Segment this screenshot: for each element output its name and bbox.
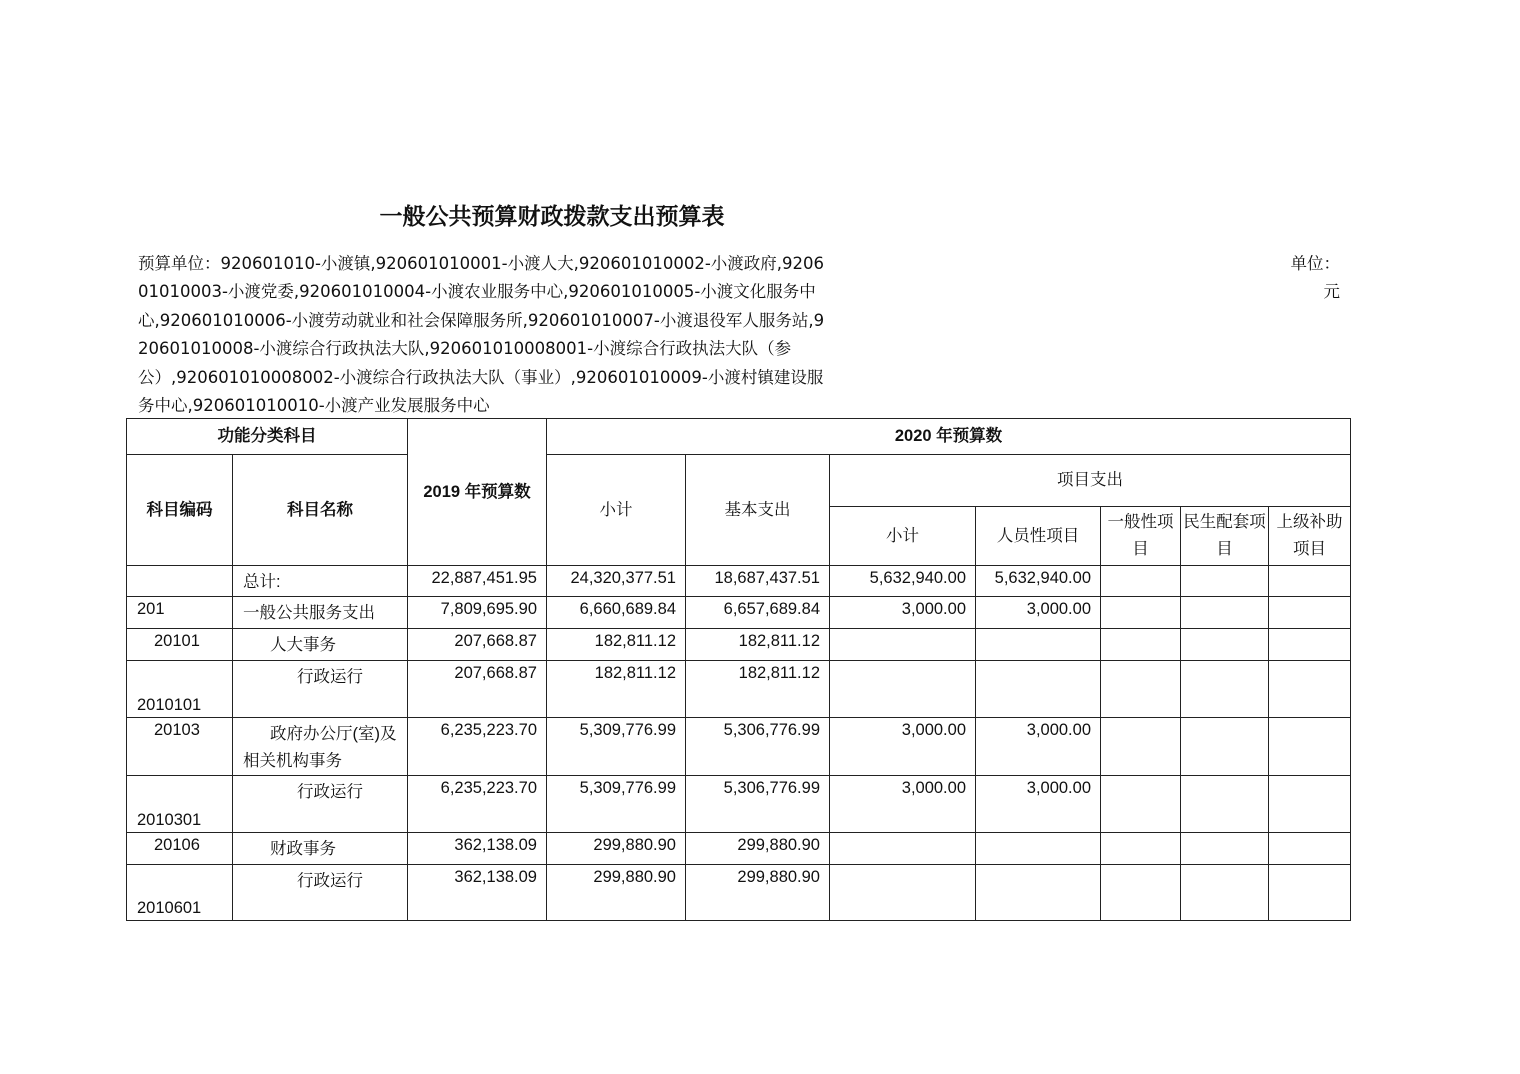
header-subtotal: 小计	[547, 455, 686, 566]
row-basic: 5,306,776.99	[686, 718, 830, 776]
header-livelihood: 民生配套项目	[1181, 507, 1269, 566]
row-general	[1101, 833, 1181, 865]
page-title: 一般公共预算财政拨款支出预算表	[379, 203, 725, 230]
row-general	[1101, 597, 1181, 629]
budget-unit-description: 预算单位：920601010-小渡镇,920601010001-小渡人大,920601010002-小渡政府,920601010003-小渡党委,920601010004-小渡农业服务中心,920601010005-小渡文化服务中心,920601010006-小渡劳动就业和社会保障服务所,920601010007-小渡退役军人服务站,920601010008-小渡综合行政执法大队,920601010008001-小渡综合行政执法大队（参公）,920601010008002-小渡综合行政执法大队（事业）,920601010009-小渡村镇建设服务中心,920601010010-小渡产业发展服务中心	[138, 254, 825, 416]
row-budget-2019: 6,235,223.70	[408, 718, 547, 776]
row-project-subtotal	[830, 833, 976, 865]
row-project-subtotal	[830, 865, 976, 921]
row-personnel	[976, 661, 1101, 718]
row-personnel	[976, 833, 1101, 865]
row-subtotal: 182,811.12	[547, 661, 686, 718]
row-livelihood	[1181, 718, 1269, 776]
row-name: 财政事务	[233, 833, 408, 865]
table-row	[127, 566, 1351, 597]
row-personnel: 3,000.00	[976, 718, 1101, 776]
row-basic: 18,687,437.51	[686, 566, 830, 597]
row-budget-2019: 6,235,223.70	[408, 776, 547, 833]
row-project-subtotal: 3,000.00	[830, 597, 976, 629]
row-budget-2019: 362,138.09	[408, 865, 547, 921]
budget-table	[126, 418, 1351, 921]
row-project-subtotal: 3,000.00	[830, 718, 976, 776]
row-subtotal: 299,880.90	[547, 833, 686, 865]
header-code: 科目编码	[127, 455, 233, 566]
row-general	[1101, 718, 1181, 776]
row-budget-2019: 22,887,451.95	[408, 566, 547, 597]
row-basic: 299,880.90	[686, 833, 830, 865]
row-name: 人大事务	[233, 629, 408, 661]
row-name	[233, 718, 408, 776]
row-personnel	[976, 629, 1101, 661]
header-budget-2019: 2019 年预算数	[408, 419, 547, 566]
row-basic: 6,657,689.84	[686, 597, 830, 629]
row-project-subtotal	[830, 661, 976, 718]
row-livelihood	[1181, 865, 1269, 921]
row-subtotal: 299,880.90	[547, 865, 686, 921]
row-code: 20103	[127, 718, 233, 776]
row-code: 2010601	[127, 865, 233, 921]
row-project-subtotal	[830, 629, 976, 661]
row-code: 20106	[127, 833, 233, 865]
row-livelihood	[1181, 776, 1269, 833]
row-budget-2019: 207,668.87	[408, 629, 547, 661]
table-row	[127, 833, 1351, 865]
row-livelihood	[1181, 566, 1269, 597]
table-row	[127, 661, 1351, 718]
row-code: 20101	[127, 629, 233, 661]
row-name-text: 政府办公厅(室)及相关机构事务	[243, 725, 397, 770]
table-row	[127, 718, 1351, 776]
row-subtotal: 24,320,377.51	[547, 566, 686, 597]
row-superior	[1269, 629, 1351, 661]
row-general	[1101, 661, 1181, 718]
row-subtotal: 6,660,689.84	[547, 597, 686, 629]
row-superior	[1269, 833, 1351, 865]
table-row	[127, 776, 1351, 833]
row-livelihood	[1181, 833, 1269, 865]
row-code: 201	[127, 597, 233, 629]
row-name: 总计:	[233, 566, 408, 597]
row-name: 行政运行	[233, 776, 408, 833]
header-basic: 基本支出	[686, 455, 830, 566]
row-project-subtotal: 3,000.00	[830, 776, 976, 833]
row-subtotal: 182,811.12	[547, 629, 686, 661]
row-budget-2019: 207,668.87	[408, 661, 547, 718]
row-subtotal: 5,309,776.99	[547, 718, 686, 776]
row-livelihood	[1181, 629, 1269, 661]
row-general	[1101, 865, 1181, 921]
header-func-class: 功能分类科目	[127, 419, 408, 455]
row-superior	[1269, 865, 1351, 921]
row-project-subtotal: 5,632,940.00	[830, 566, 976, 597]
row-personnel	[976, 865, 1101, 921]
row-personnel: 5,632,940.00	[976, 566, 1101, 597]
row-general	[1101, 566, 1181, 597]
table-row	[127, 629, 1351, 661]
row-budget-2019: 362,138.09	[408, 833, 547, 865]
row-basic: 5,306,776.99	[686, 776, 830, 833]
header-project: 项目支出	[830, 455, 1351, 507]
row-general	[1101, 776, 1181, 833]
row-basic: 182,811.12	[686, 629, 830, 661]
header-project-subtotal: 小计	[830, 507, 976, 566]
row-name: 一般公共服务支出	[233, 597, 408, 629]
table-row	[127, 865, 1351, 921]
header-superior: 上级补助项目	[1269, 507, 1351, 566]
row-personnel: 3,000.00	[976, 597, 1101, 629]
row-basic: 299,880.90	[686, 865, 830, 921]
row-name: 行政运行	[233, 661, 408, 718]
row-superior	[1269, 776, 1351, 833]
row-code	[127, 566, 233, 597]
row-superior	[1269, 566, 1351, 597]
row-code: 2010101	[127, 661, 233, 718]
row-subtotal: 5,309,776.99	[547, 776, 686, 833]
header-personnel: 人员性项目	[976, 507, 1101, 566]
row-code: 2010301	[127, 776, 233, 833]
header-general: 一般性项目	[1101, 507, 1181, 566]
row-basic: 182,811.12	[686, 661, 830, 718]
header-budget-2020: 2020 年预算数	[547, 419, 1351, 455]
currency-unit-label: 单位：元	[1290, 254, 1340, 302]
row-superior	[1269, 661, 1351, 718]
row-general	[1101, 629, 1181, 661]
row-superior	[1269, 718, 1351, 776]
header-name: 科目名称	[233, 455, 408, 566]
row-budget-2019: 7,809,695.90	[408, 597, 547, 629]
row-name: 行政运行	[233, 865, 408, 921]
row-livelihood	[1181, 597, 1269, 629]
row-livelihood	[1181, 661, 1269, 718]
table-row	[127, 597, 1351, 629]
row-superior	[1269, 597, 1351, 629]
row-personnel: 3,000.00	[976, 776, 1101, 833]
